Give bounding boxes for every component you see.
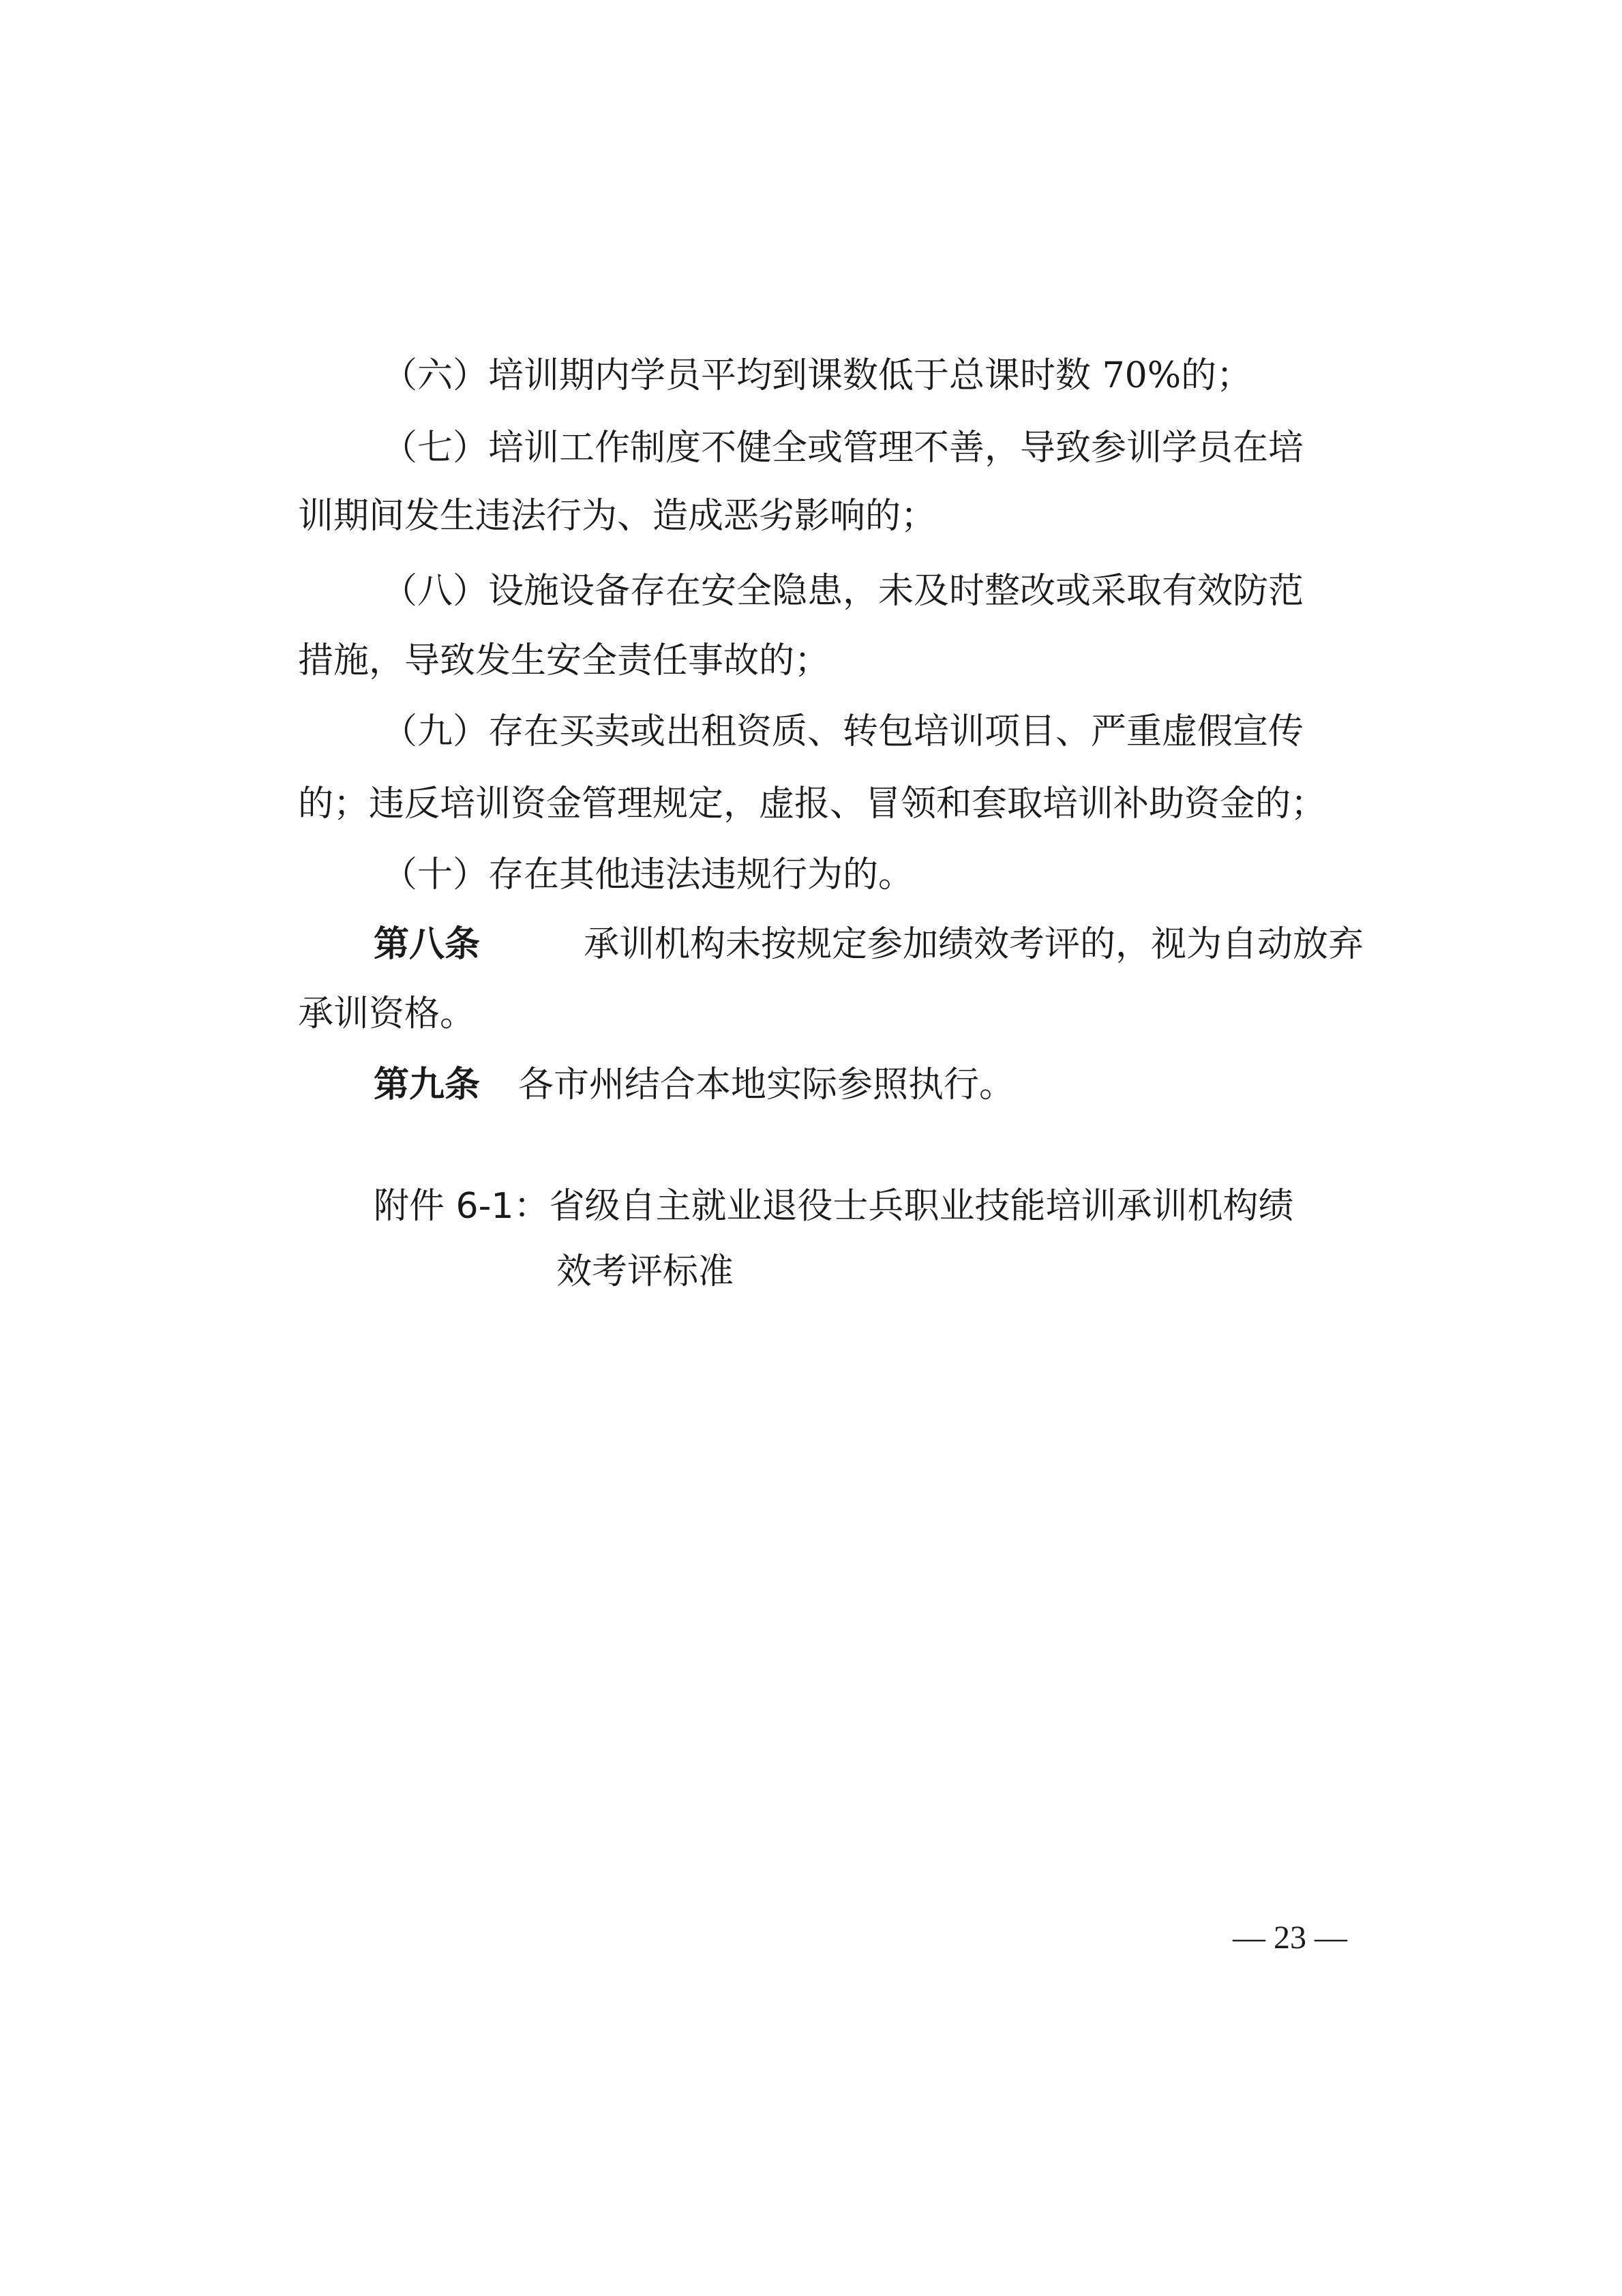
item-7-line-1: （七）培训工作制度不健全或管理不善，导致参训学员在培 [382, 428, 1304, 468]
item-7-line-2: 训期间发生违法行为、造成恶劣影响的； [298, 496, 937, 537]
item-8-line-1: （八）设施设备存在安全隐患，未及时整改或采取有效防范 [382, 571, 1304, 612]
attachment-line-1 [374, 1182, 1293, 1230]
article-8-line-1 [374, 921, 1364, 968]
article-9-label: 第九条 [374, 1064, 481, 1105]
attachment-title-1: 省级自主就业退役士兵职业技能培训承训机构绩 [549, 1186, 1294, 1227]
attachment-line-2: 效考评标准 [556, 1251, 734, 1292]
article-8-line-2: 承训资格。 [298, 994, 476, 1034]
article-8-text: 承训机构未按规定参加绩效考评的，视为自动放弃 [583, 924, 1364, 965]
page-number: — 23 — [1233, 1920, 1347, 1956]
article-9-text: 各市州结合本地实际参照执行。 [518, 1064, 1015, 1105]
item-9-line-2: 的；违反培训资金管理规定，虚报、冒领和套取培训补助资金的； [298, 784, 1327, 824]
attachment-label: 附件 6-1： [374, 1186, 550, 1227]
item-9-line-1: （九）存在买卖或出租资质、转包培训项目、严重虚假宣传 [382, 711, 1304, 752]
item-6: （六）培训期内学员平均到课数低于总课时数 70%的； [382, 355, 1252, 396]
article-8-label: 第八条 [374, 924, 481, 965]
item-8-line-2: 措施，导致发生安全责任事故的； [298, 640, 830, 681]
article-9 [374, 1061, 1015, 1109]
item-10: （十）存在其他违法违规行为的。 [382, 854, 914, 895]
